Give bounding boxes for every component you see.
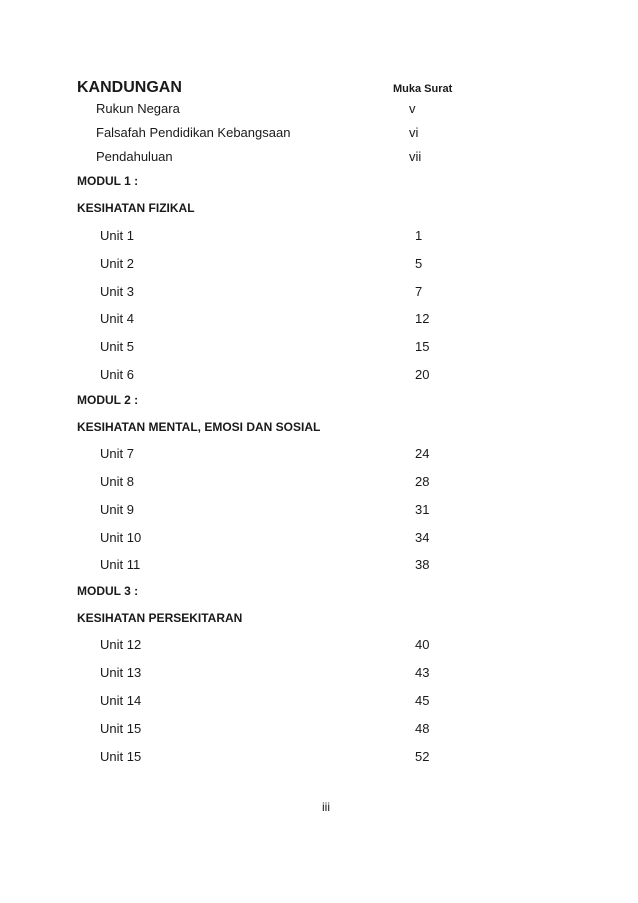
unit-label: Unit 9 <box>100 502 134 517</box>
toc-entry-label: Rukun Negara <box>96 101 180 116</box>
toc-entry-page: v <box>409 101 416 116</box>
unit-page: 7 <box>415 284 423 299</box>
unit-page: 40 <box>415 637 430 652</box>
unit-label: Unit 6 <box>100 367 134 382</box>
module-title: KESIHATAN PERSEKITARAN <box>77 611 243 625</box>
unit-label: Unit 14 <box>100 693 142 708</box>
unit-label: Unit 3 <box>100 284 134 299</box>
unit-label: Unit 15 <box>100 749 142 764</box>
unit-label: Unit 8 <box>100 474 134 489</box>
module-title: KESIHATAN FIZIKAL <box>77 201 195 215</box>
unit-page: 48 <box>415 721 430 736</box>
unit-label: Unit 12 <box>100 637 142 652</box>
page-title: KANDUNGAN <box>77 79 182 96</box>
unit-page: 43 <box>415 665 430 680</box>
unit-page: 31 <box>415 502 430 517</box>
module-title: KESIHATAN MENTAL, EMOSI DAN SOSIAL <box>77 420 321 434</box>
unit-label: Unit 15 <box>100 721 142 736</box>
toc-entry-page: vii <box>409 149 422 164</box>
unit-page: 52 <box>415 749 430 764</box>
unit-page: 38 <box>415 557 430 572</box>
unit-page: 24 <box>415 446 430 461</box>
unit-page: 15 <box>415 339 430 354</box>
module-label: MODUL 3 : <box>77 584 139 598</box>
unit-label: Unit 1 <box>100 228 134 243</box>
toc-entry-label: Pendahuluan <box>96 149 173 164</box>
unit-label: Unit 2 <box>100 256 134 271</box>
unit-page: 1 <box>415 228 423 243</box>
page-number: iii <box>322 800 330 814</box>
unit-label: Unit 5 <box>100 339 134 354</box>
module-label: MODUL 1 : <box>77 174 139 188</box>
toc-entry-label: Falsafah Pendidikan Kebangsaan <box>96 125 291 140</box>
module-label: MODUL 2 : <box>77 393 139 407</box>
unit-label: Unit 13 <box>100 665 142 680</box>
unit-label: Unit 4 <box>100 311 134 326</box>
unit-label: Unit 10 <box>100 530 142 545</box>
unit-page: 20 <box>415 367 430 382</box>
unit-page: 34 <box>415 530 430 545</box>
unit-page: 5 <box>415 256 423 271</box>
unit-page: 28 <box>415 474 430 489</box>
toc-entry-page: vi <box>409 125 419 140</box>
unit-label: Unit 7 <box>100 446 134 461</box>
unit-label: Unit 11 <box>100 557 141 572</box>
unit-page: 12 <box>415 311 430 326</box>
unit-page: 45 <box>415 693 430 708</box>
page-column-header: Muka Surat <box>393 83 453 95</box>
